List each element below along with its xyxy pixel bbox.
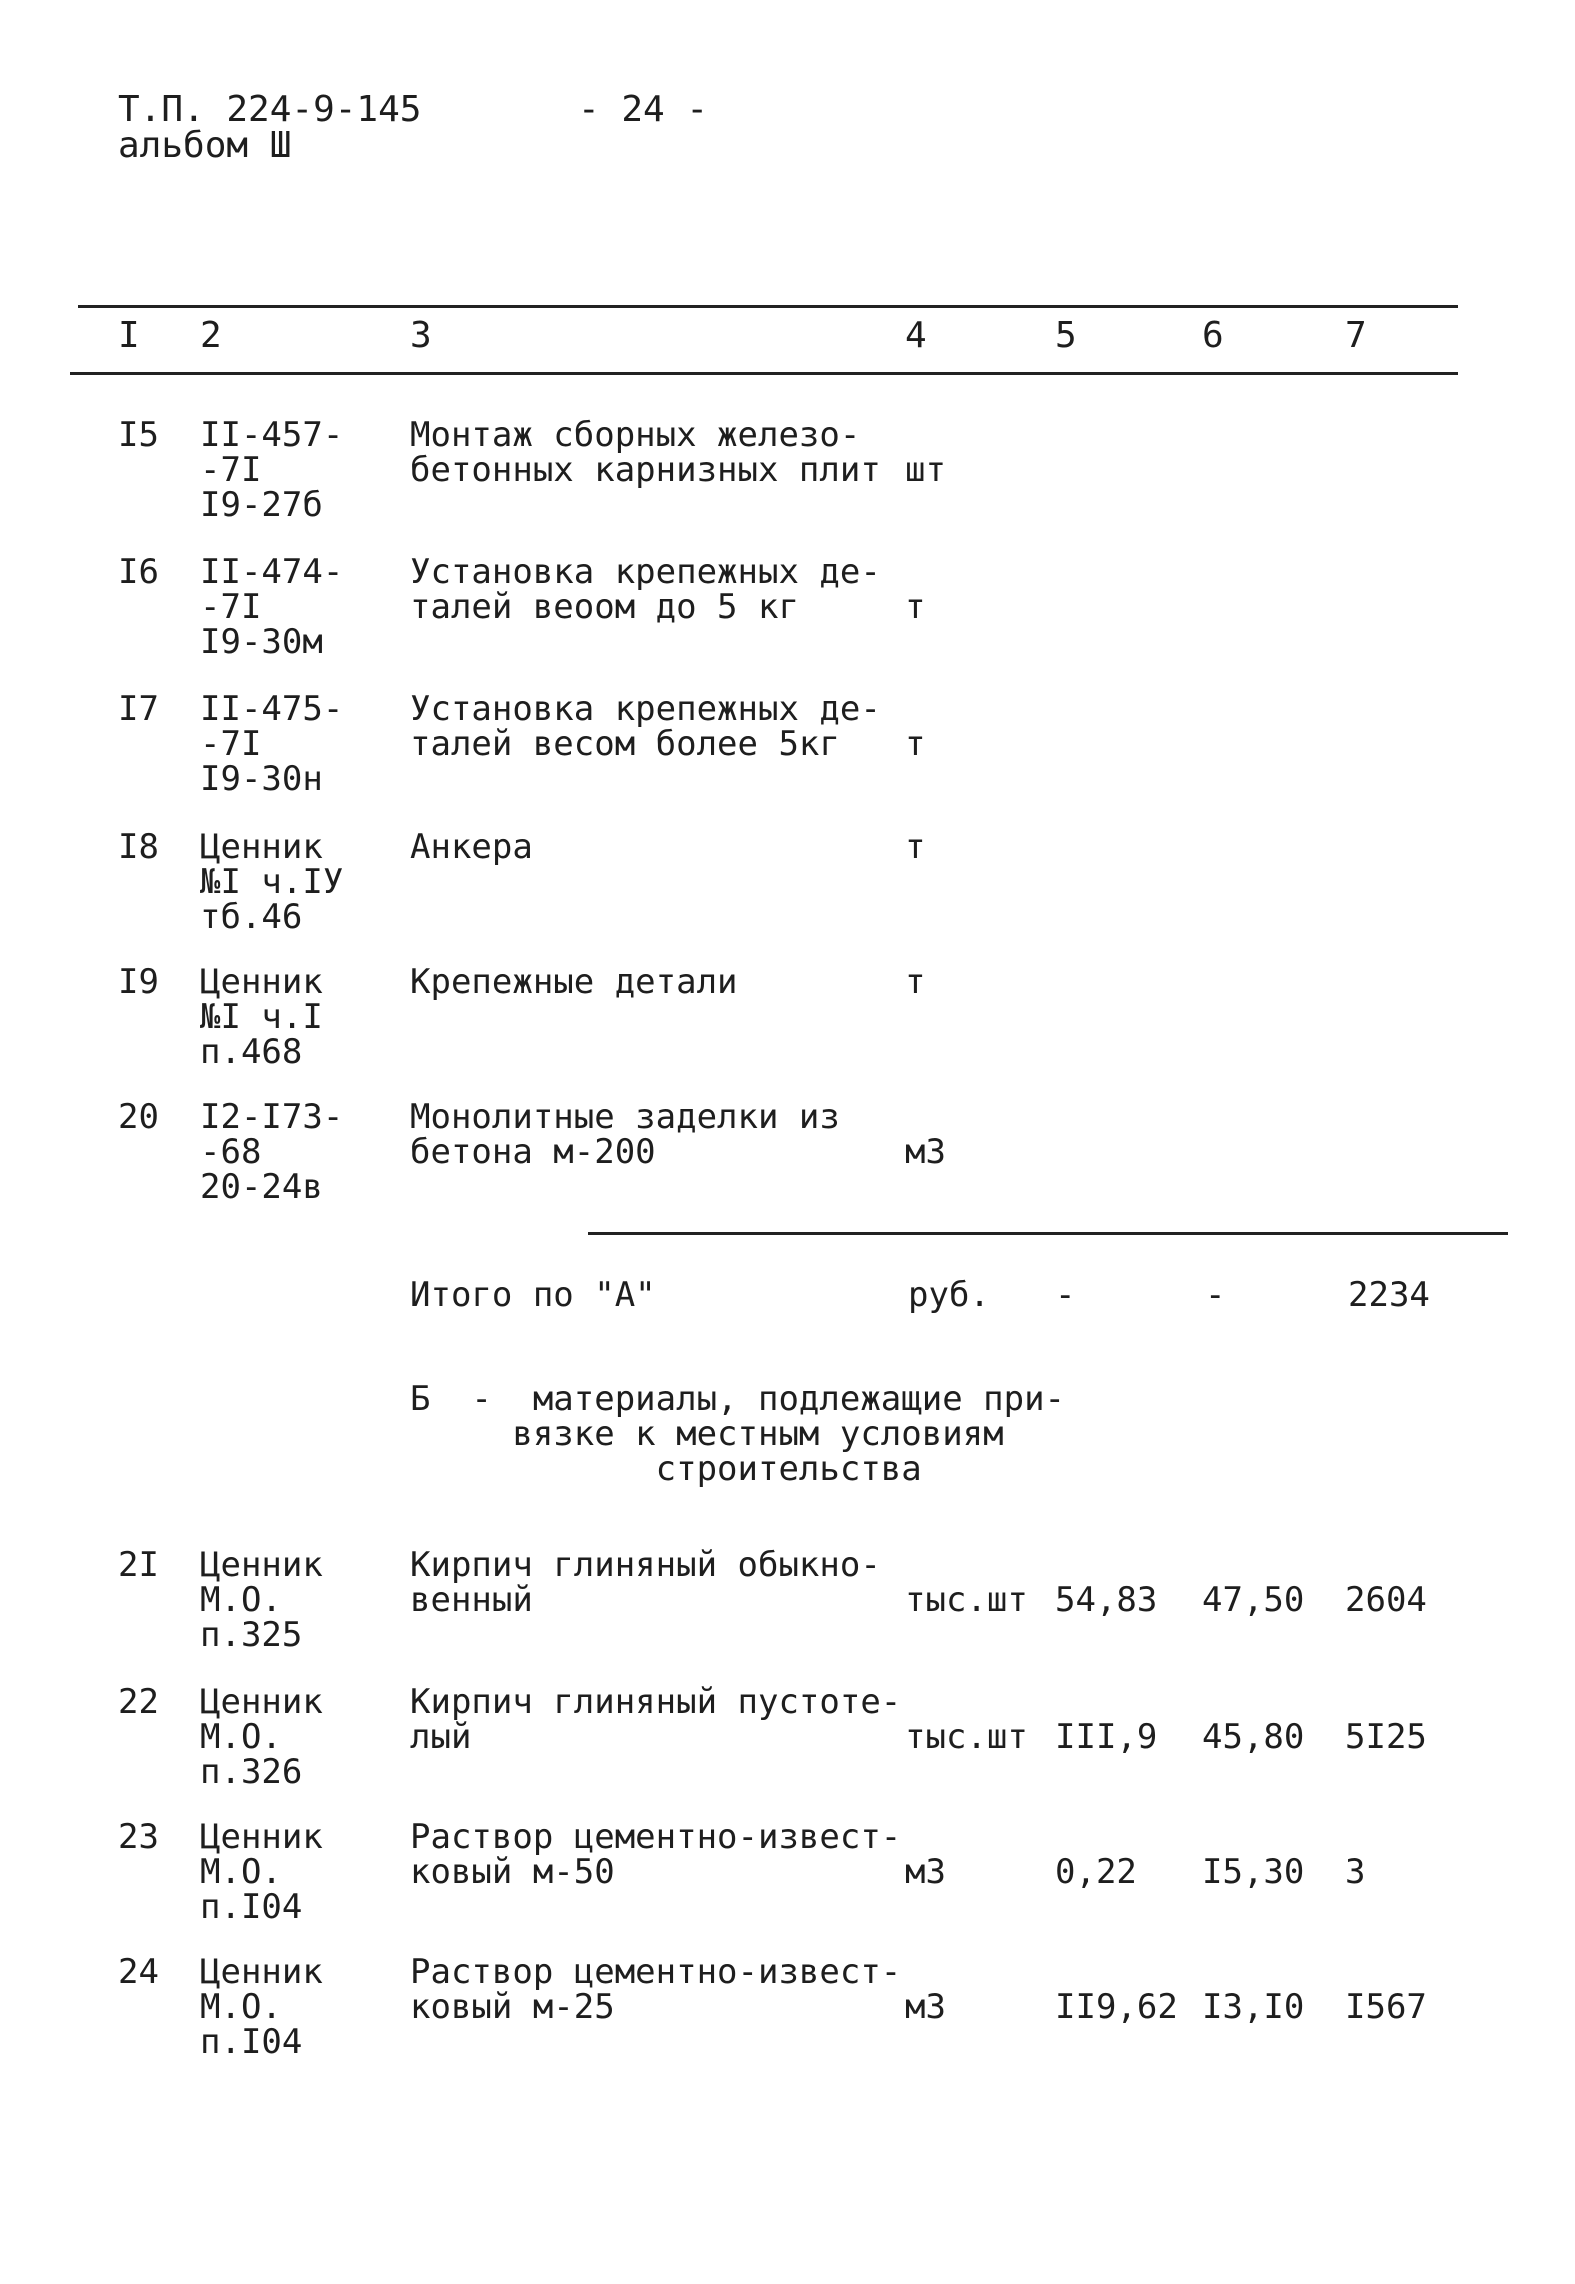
row-col5: III,9 xyxy=(1055,1717,1158,1757)
album-label: альбом Ш xyxy=(118,125,292,166)
table-header-bottom-rule xyxy=(70,372,1458,375)
column-header: 4 xyxy=(905,315,927,356)
row-col6: 45,80 xyxy=(1202,1717,1305,1757)
section-b-heading: Б - материалы, подлежащие при- вязке к местным условиям строительства xyxy=(410,1379,1066,1489)
row-reference: Ценник М.О. п.326 xyxy=(200,1682,323,1792)
row-number: 20 xyxy=(118,1097,159,1137)
column-header: 5 xyxy=(1055,315,1077,356)
row-reference: I2-I73- -68 20-24в xyxy=(200,1097,344,1207)
row-reference: II-474- -7I I9-30м xyxy=(200,552,344,662)
row-reference: Ценник М.О. п.325 xyxy=(200,1545,323,1655)
total-a-col6: - xyxy=(1205,1275,1226,1315)
column-header: 6 xyxy=(1202,315,1224,356)
column-header: 2 xyxy=(200,315,222,356)
row-col7: 5I25 xyxy=(1345,1717,1427,1757)
row-unit: тыс.шт xyxy=(905,1717,1028,1757)
row-description: Крепежные детали xyxy=(410,962,738,1002)
row-description: Анкера xyxy=(410,827,533,867)
total-a-col7: 2234 xyxy=(1348,1275,1430,1315)
column-header: 3 xyxy=(410,315,432,356)
page-number: - 24 - xyxy=(578,89,709,130)
column-header: 7 xyxy=(1345,315,1367,356)
row-col6: 47,50 xyxy=(1202,1580,1305,1620)
row-col5: 54,83 xyxy=(1055,1580,1158,1620)
total-a-unit: руб. xyxy=(908,1275,990,1315)
row-description: Монтаж сборных железо- бетонных карнизных плит xyxy=(410,415,881,490)
row-number: 2I xyxy=(118,1545,159,1585)
row-col6: I3,I0 xyxy=(1202,1987,1305,2027)
row-unit: т xyxy=(905,587,926,627)
row-unit: тыс.шт xyxy=(905,1580,1028,1620)
row-col7: 3 xyxy=(1345,1852,1366,1892)
row-unit: м3 xyxy=(905,1132,946,1172)
row-number: I8 xyxy=(118,827,159,867)
row-unit: т xyxy=(905,827,926,867)
row-reference: Ценник М.О. п.I04 xyxy=(200,1817,323,1927)
row-col7: I567 xyxy=(1345,1987,1427,2027)
row-unit: шт xyxy=(905,450,946,490)
row-unit: м3 xyxy=(905,1987,946,2027)
row-reference: Ценник №I ч.I п.468 xyxy=(200,962,323,1072)
row-reference: II-475- -7I I9-30н xyxy=(200,689,344,799)
column-header: I xyxy=(118,315,140,356)
row-description: Монолитные заделки из бетона м-200 xyxy=(410,1097,840,1172)
row-description: Кирпич глиняный обыкно- венный xyxy=(410,1545,881,1620)
document-code: Т.П. 224-9-145 xyxy=(118,89,422,130)
row-col7: 2604 xyxy=(1345,1580,1427,1620)
row-number: I5 xyxy=(118,415,159,455)
row-description: Раствор цементно-извест- ковый м-25 xyxy=(410,1952,902,2027)
row-number: I7 xyxy=(118,689,159,729)
row-number: 24 xyxy=(118,1952,159,1992)
row-col5: II9,62 xyxy=(1055,1987,1178,2027)
row-number: 22 xyxy=(118,1682,159,1722)
row-col6: I5,30 xyxy=(1202,1852,1305,1892)
row-description: Кирпич глиняный пустоте- лый xyxy=(410,1682,902,1757)
total-a-col5: - xyxy=(1055,1275,1076,1315)
row-unit: т xyxy=(905,962,926,1002)
row-unit: м3 xyxy=(905,1852,946,1892)
row-col5: 0,22 xyxy=(1055,1852,1137,1892)
row-description: Установка крепежных де- талей веоом до 5 кг xyxy=(410,552,881,627)
row-reference: Ценник №I ч.IУ тб.46 xyxy=(200,827,344,937)
row-number: I6 xyxy=(118,552,159,592)
row-description: Раствор цементно-извест- ковый м-50 xyxy=(410,1817,902,1892)
row-number: I9 xyxy=(118,962,159,1002)
row-reference: Ценник М.О. п.I04 xyxy=(200,1952,323,2062)
row-unit: т xyxy=(905,724,926,764)
row-reference: II-457- -7I I9-27б xyxy=(200,415,344,525)
total-separator-rule xyxy=(588,1232,1508,1235)
table-top-rule xyxy=(78,305,1458,308)
row-number: 23 xyxy=(118,1817,159,1857)
row-description: Установка крепежных де- талей весом более 5кг xyxy=(410,689,881,764)
total-a-label: Итого по "А" xyxy=(410,1275,656,1315)
